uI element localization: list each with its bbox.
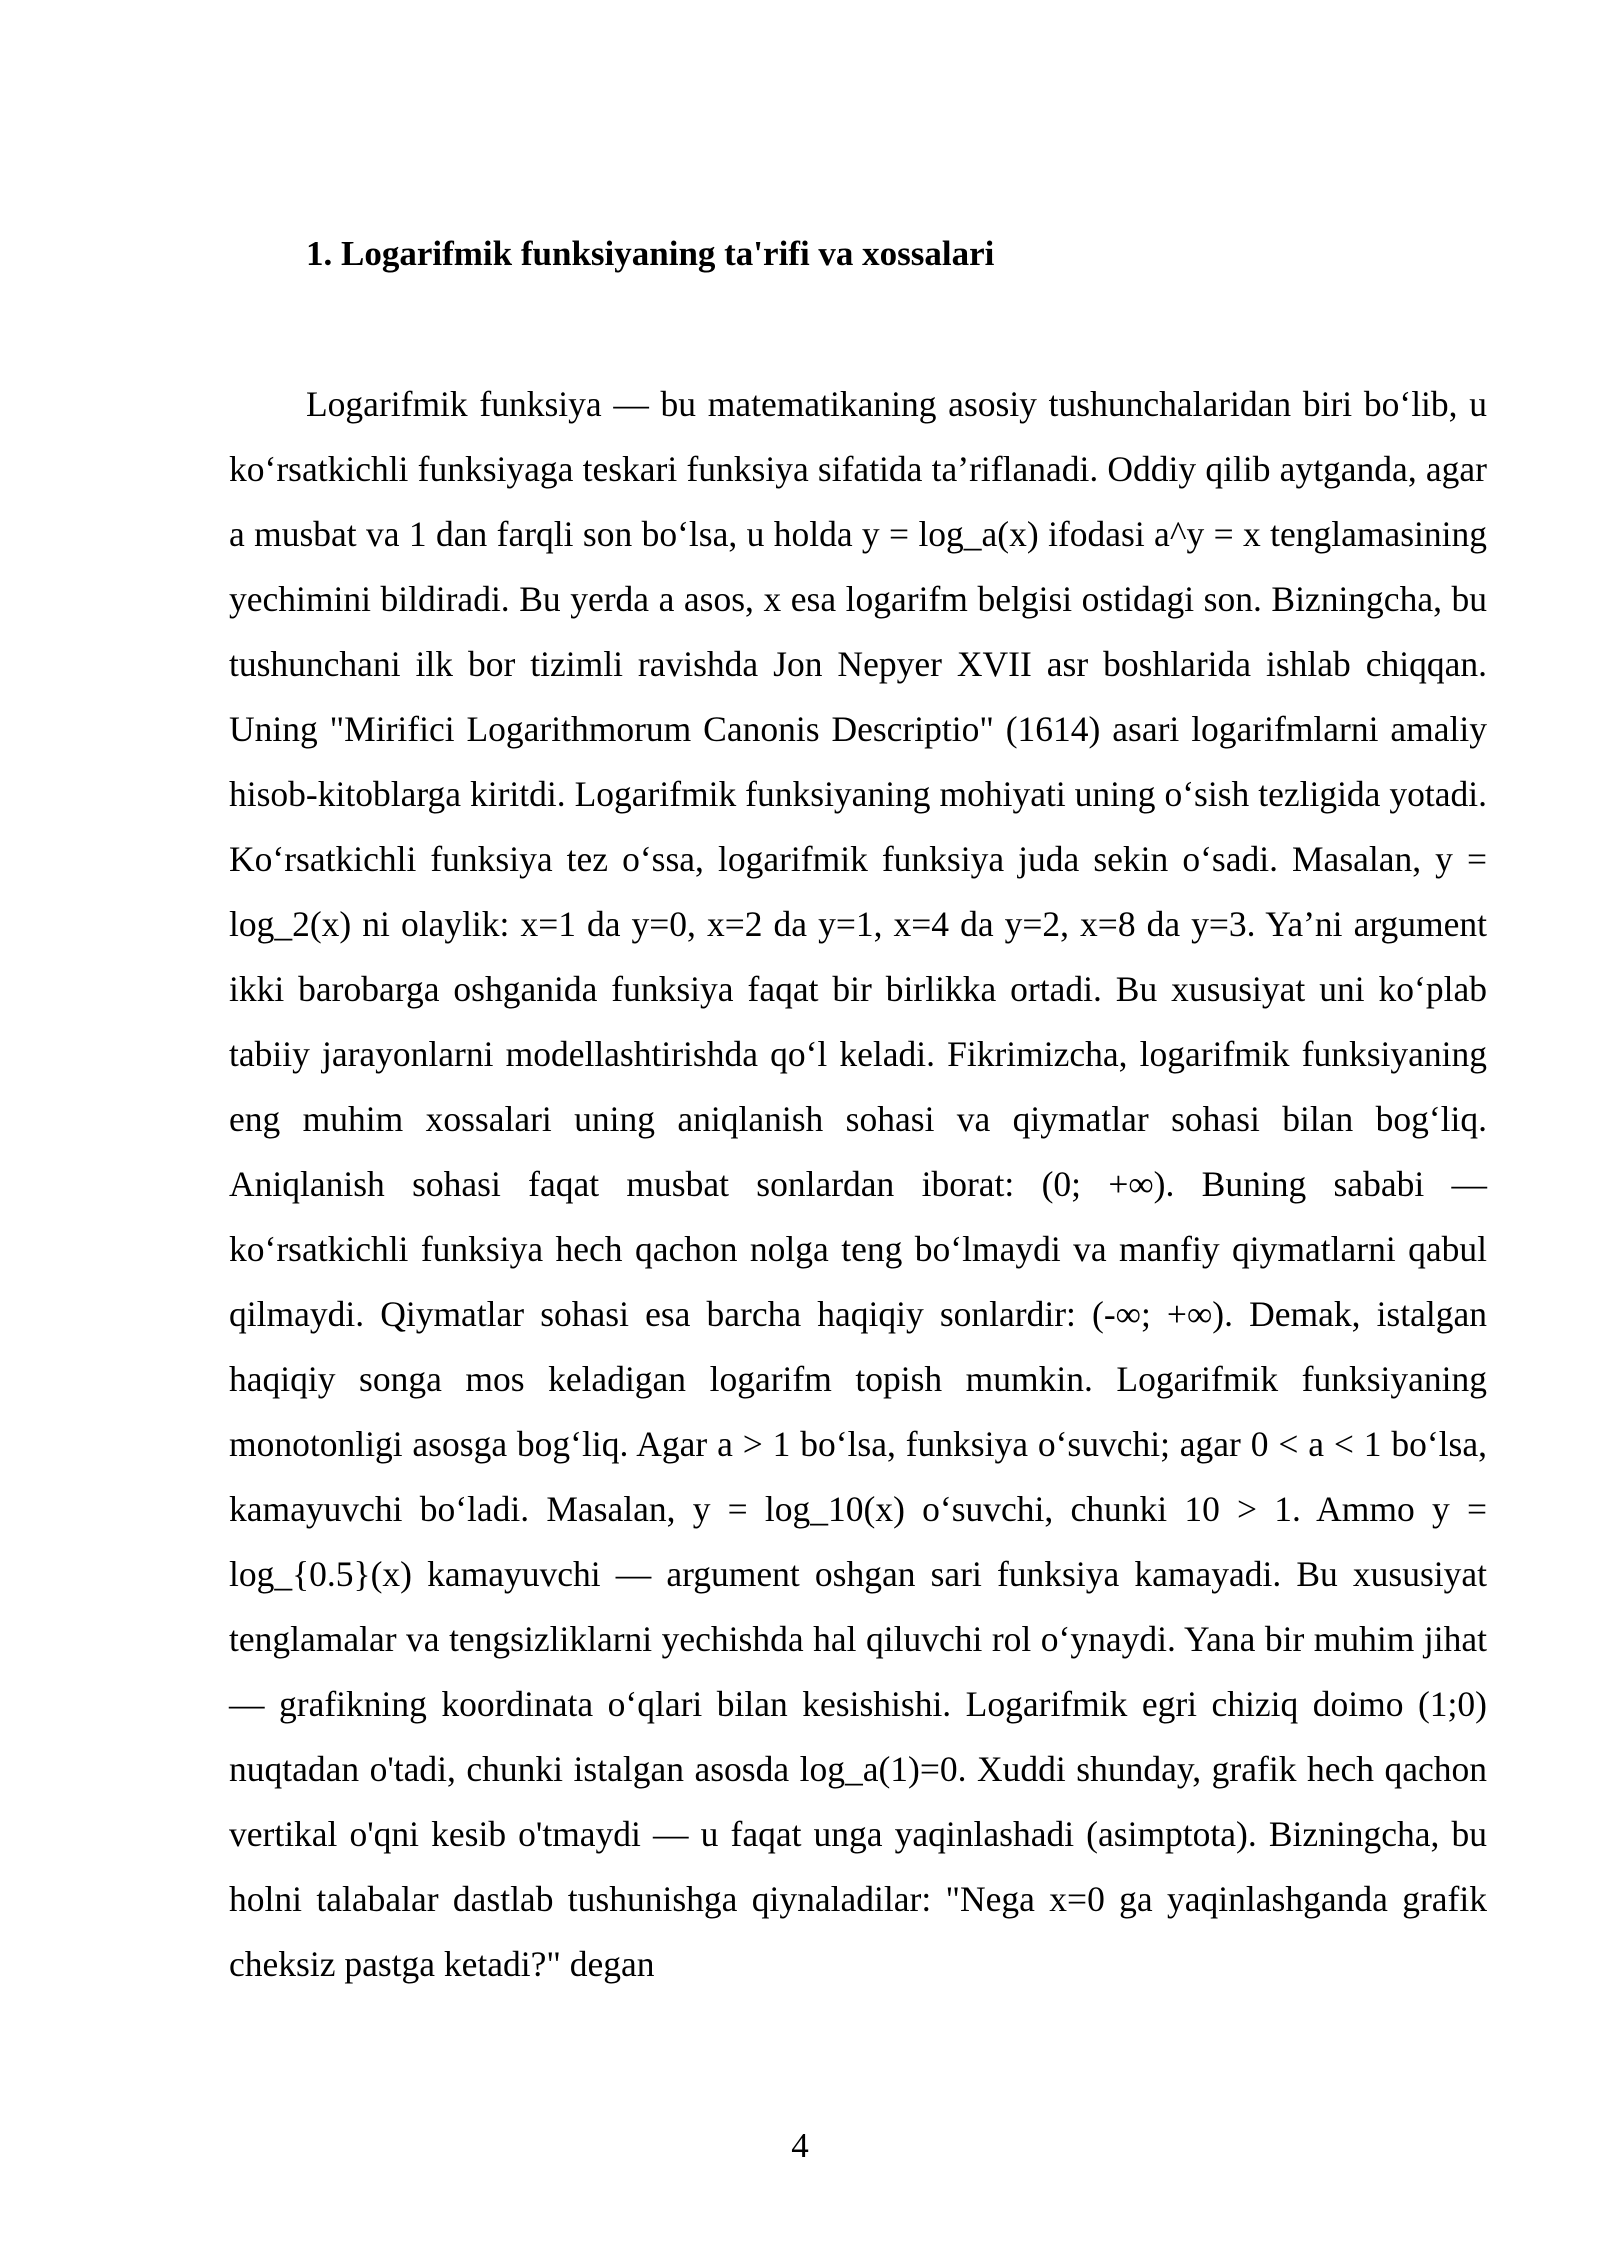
body-paragraph: Logarifmik funksiya — bu matematikaning asosiy tushunchalaridan biri bo‘lib, u ko‘rsatkichli funksiyaga teskari funksiya sifatida ta’riflanadi. Oddiy qilib aytganda, agar a musbat va 1 dan farqli son bo‘lsa, u holda y = log_a(x) ifodasi a^y = x tenglamasining yechimini bildiradi. Bu yerda a asos, x esa logarifm belgisi ostidagi son. Bizningcha, bu tushunchani ilk bor tizimli ravishda Jon Nepyer XVII asr boshlarida ishlab chiqqan. Uning "Mirifici Logarithmorum Canonis Descriptio" (1614) asari logarifmlarni amaliy hisob-kitoblarga kiritdi. Logarifmik funksiyaning mohiyati uning o‘sish tezligida yotadi. Ko‘rsatkichli funksiya tez o‘ssa, logarifmik funksiya juda sekin o‘sadi. Masalan, y = log_2(x) ni olaylik: x=1 da y=0, x=2 da y=1, x=4 da y=2, x=8 da y=3. Ya’ni argument ikki barobarga oshganida funksiya faqat bir birlikka ortadi. Bu xususiyat uni ko‘plab tabiiy jarayonlarni modellashtirishda qo‘l keladi. Fikrimizcha, logarifmik funksiyaning eng muhim xossalari uning aniqlanish sohasi va qiymatlar sohasi bilan bog‘liq. Aniqlanish sohasi faqat musbat sonlardan iborat: (0; +∞). Buning sababi — ko‘rsatkichli funksiya hech qachon nolga teng bo‘lmaydi va manfiy qiymatlarni qabul qilmaydi. Qiymatlar sohasi esa barcha haqiqiy sonlardir: (-∞; +∞). Demak, istalgan haqiqiy songa mos keladigan logarifm topish mumkin. Logarifmik funksiyaning monotonligi asosga bog‘liq. Agar a > 1 bo‘lsa, funksiya o‘suvchi; agar 0 < a < 1 bo‘lsa, kamayuvchi bo‘ladi. Masalan, y = log_10(x) o‘suvchi, chunki 10 > 1. Ammo y = log_{0.5}(x) kamayuvchi — argument oshgan sari funksiya kamayadi. Bu xususiyat tenglamalar va tengsizliklarni yechishda hal qiluvchi rol o‘ynaydi. Yana bir muhim jihat — grafikning koordinata o‘qlari bilan kesishishi. Logarifmik egri chiziq doimo (1;0) nuqtadan o'tadi, chunki istalgan asosda log_a(1)=0. Xuddi shunday, grafik hech qachon vertikal o'qni kesib o'tmaydi — u faqat unga yaqinlashadi (asimptota). Bizningcha, bu holni talabalar dastlab tushunishga qiynaladilar: "Nega x=0 ga yaqinlashganda grafik cheksiz pastga ketadi?" degan xyxy=(229,384,1487,1984)
section-heading: 1. Logarifmik funksiyaning ta'rifi va xossalari xyxy=(306,234,995,273)
page-number: 4 xyxy=(791,2126,809,2165)
